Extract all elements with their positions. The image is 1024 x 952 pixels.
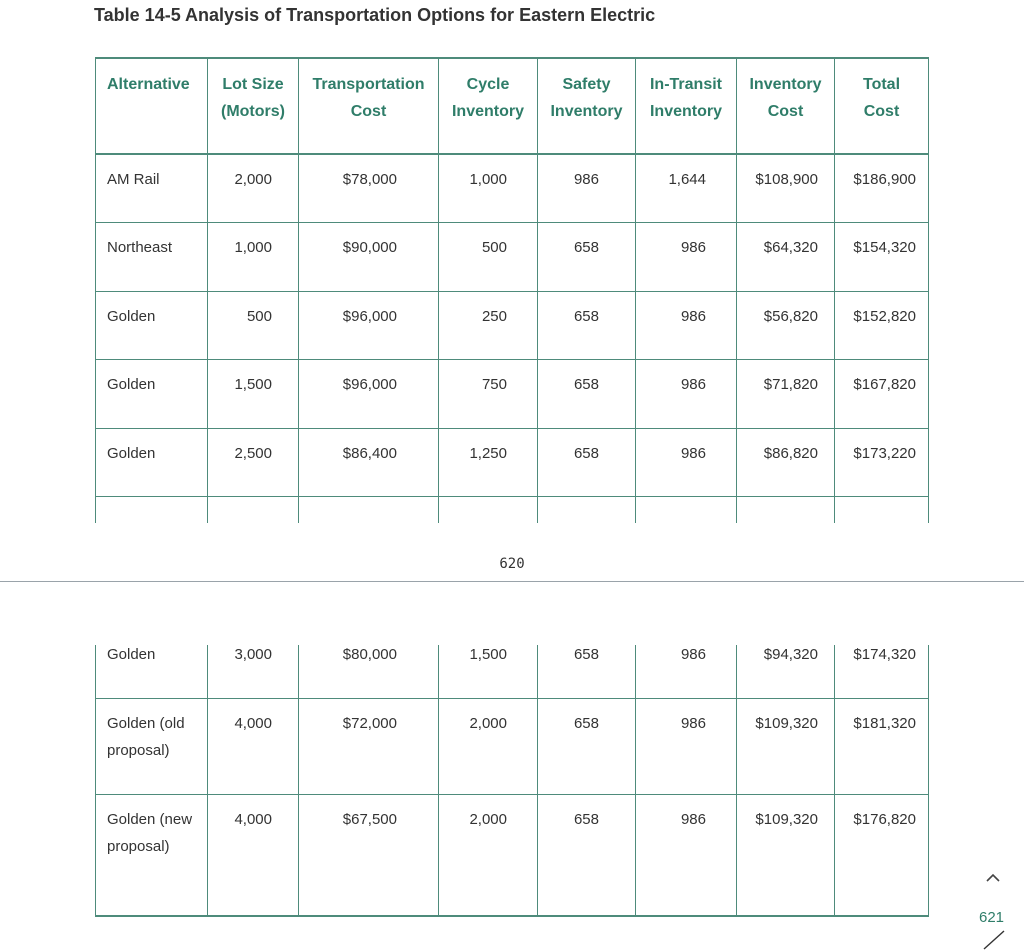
cell-total-cost: $154,320 — [835, 223, 929, 292]
cell-transportation-cost: $78,000 — [299, 154, 439, 223]
cell-cycle-inventory: 500 — [439, 223, 538, 292]
cell-inventory-cost: $109,320 — [737, 794, 835, 916]
cell-lot-size: 2,500 — [208, 428, 299, 497]
col-header-cycle-inventory: Cycle Inventory — [439, 58, 538, 154]
cell-cycle-inventory: 1,250 — [439, 428, 538, 497]
col-header-alternative: Alternative — [96, 58, 208, 154]
cell-safety-inventory: 658 — [538, 794, 636, 916]
table-row — [96, 645, 929, 698]
cell-alternative: Golden — [96, 291, 208, 360]
col-header-transportation-cost: Transportation Cost — [299, 58, 439, 154]
cell-inventory-cost: $109,320 — [737, 698, 835, 794]
table-row — [96, 698, 929, 794]
cell-lot-size: 3,000 — [208, 645, 299, 698]
cell-alternative: Golden (old proposal) — [96, 698, 208, 794]
cell-lot-size: 1,500 — [208, 360, 299, 429]
cell-lot-size: 2,000 — [208, 154, 299, 223]
cell-lot-size: 1,000 — [208, 223, 299, 292]
header-row — [96, 58, 929, 154]
corner-slash-icon — [982, 928, 1006, 950]
cell-cycle-inventory: 1,000 — [439, 154, 538, 223]
cell-total-cost: $174,320 — [835, 645, 929, 698]
cell-safety-inventory: 658 — [538, 428, 636, 497]
cell-safety-inventory: 986 — [538, 154, 636, 223]
table-title: Table 14-5 Analysis of Transportation Options for Eastern Electric — [94, 5, 656, 25]
cell-in-transit-inventory: 986 — [636, 794, 737, 916]
cell-total-cost: $186,900 — [835, 154, 929, 223]
col-header-total-cost: Total Cost — [835, 58, 929, 154]
cell-cycle-inventory: 250 — [439, 291, 538, 360]
cell-alternative: Golden — [96, 645, 208, 698]
cell-transportation-cost: $96,000 — [299, 291, 439, 360]
cell-inventory-cost: $71,820 — [737, 360, 835, 429]
cell-transportation-cost: $80,000 — [299, 645, 439, 698]
cell-inventory-cost: $56,820 — [737, 291, 835, 360]
cell-cycle-inventory: 2,000 — [439, 794, 538, 916]
chevron-up-icon[interactable] — [986, 870, 1000, 884]
cell-in-transit-inventory: 986 — [636, 291, 737, 360]
page-number-corner: 621 — [979, 909, 1005, 926]
cell-safety-inventory: 658 — [538, 291, 636, 360]
table-row — [96, 360, 929, 429]
cell-cycle-inventory: 2,000 — [439, 698, 538, 794]
col-header-lot-size: Lot Size (Motors) — [208, 58, 299, 154]
cell-inventory-cost: $86,820 — [737, 428, 835, 497]
col-header-inventory-cost: Inventory Cost — [737, 58, 835, 154]
table-row — [96, 794, 929, 916]
cell-lot-size: 4,000 — [208, 698, 299, 794]
cell-transportation-cost: $96,000 — [299, 360, 439, 429]
cell-cycle-inventory: 750 — [439, 360, 538, 429]
cell-alternative: Northeast — [96, 223, 208, 292]
cell-in-transit-inventory: 1,644 — [636, 154, 737, 223]
table-row — [96, 223, 929, 292]
cell-safety-inventory: 658 — [538, 360, 636, 429]
col-header-in-transit-inventory: In-Transit Inventory — [636, 58, 737, 154]
page-divider — [0, 581, 1024, 582]
cell-alternative: AM Rail — [96, 154, 208, 223]
table-row — [96, 291, 929, 360]
cell-in-transit-inventory: 986 — [636, 360, 737, 429]
transportation-table-bottom — [95, 645, 929, 917]
page-number-mid: 620 — [499, 556, 525, 572]
cell-alternative: Golden — [96, 428, 208, 497]
cell-in-transit-inventory: 986 — [636, 645, 737, 698]
table-continuation-stub — [96, 497, 929, 523]
cell-inventory-cost: $108,900 — [737, 154, 835, 223]
cell-in-transit-inventory: 986 — [636, 698, 737, 794]
cell-cycle-inventory: 1,500 — [439, 645, 538, 698]
cell-transportation-cost: $86,400 — [299, 428, 439, 497]
cell-total-cost: $152,820 — [835, 291, 929, 360]
cell-lot-size: 500 — [208, 291, 299, 360]
table-row — [96, 428, 929, 497]
cell-transportation-cost: $90,000 — [299, 223, 439, 292]
cell-inventory-cost: $94,320 — [737, 645, 835, 698]
cell-total-cost: $173,220 — [835, 428, 929, 497]
table-row — [96, 154, 929, 223]
cell-inventory-cost: $64,320 — [737, 223, 835, 292]
cell-transportation-cost: $67,500 — [299, 794, 439, 916]
cell-alternative: Golden — [96, 360, 208, 429]
cell-safety-inventory: 658 — [538, 698, 636, 794]
cell-total-cost: $176,820 — [835, 794, 929, 916]
cell-total-cost: $167,820 — [835, 360, 929, 429]
cell-lot-size: 4,000 — [208, 794, 299, 916]
col-header-safety-inventory: Safety Inventory — [538, 58, 636, 154]
cell-safety-inventory: 658 — [538, 645, 636, 698]
cell-safety-inventory: 658 — [538, 223, 636, 292]
cell-alternative: Golden (new proposal) — [96, 794, 208, 916]
cell-in-transit-inventory: 986 — [636, 223, 737, 292]
transportation-table-top — [95, 57, 929, 523]
cell-transportation-cost: $72,000 — [299, 698, 439, 794]
cell-total-cost: $181,320 — [835, 698, 929, 794]
cell-in-transit-inventory: 986 — [636, 428, 737, 497]
